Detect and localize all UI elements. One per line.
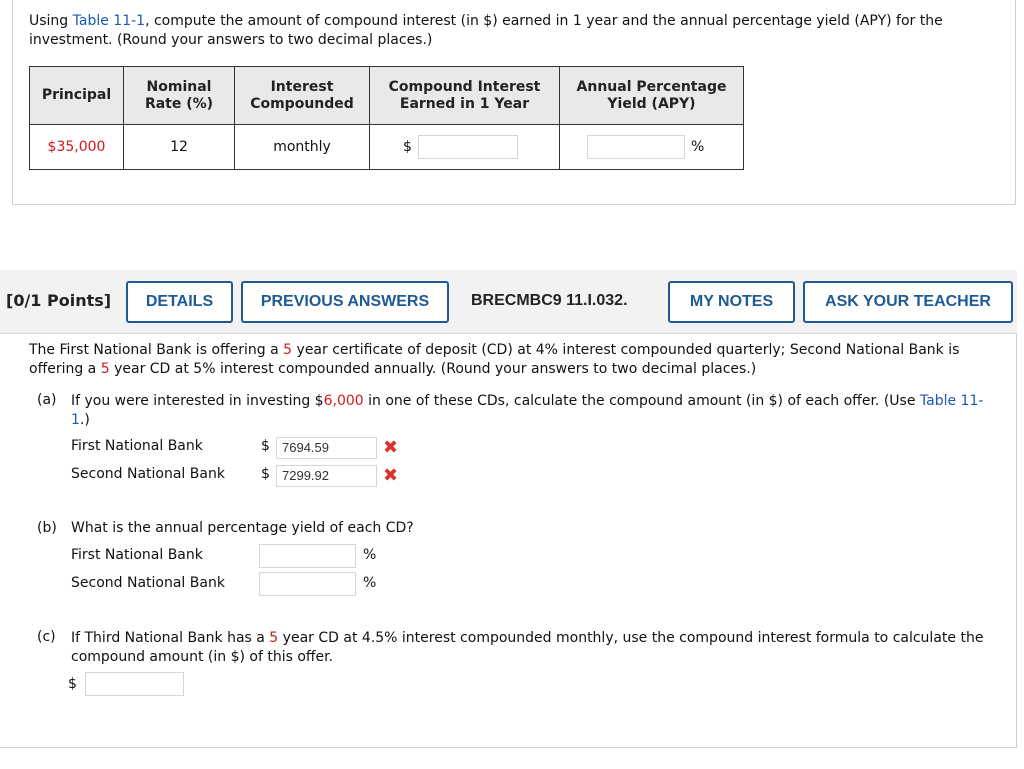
table-row [30,125,744,170]
table-header-row [30,67,744,125]
first-bank-amount-input[interactable]: 7694.59 [276,437,377,459]
previous-answers-button[interactable]: PREVIOUS ANSWERS [241,281,449,323]
part-a-text: .) [79,412,90,428]
intro-text: year certificate of deposit (CD) at 4% interest compounded quarterly; Second National Bank is offering a [29,342,960,377]
second-bank-label: Second National Bank [71,575,225,591]
part-b-label: (b) [37,520,57,536]
part-a-prompt [71,392,1001,430]
header-principal: Principal [30,67,124,125]
investment-table [29,66,744,170]
question-2-intro [29,341,1004,379]
header-nominal-rate: Nominal Rate (%) [124,67,235,125]
second-bank-amount-input[interactable]: 7299.92 [276,465,377,487]
points-score: [0/1 Points] [6,291,112,310]
my-notes-button[interactable]: MY NOTES [668,281,795,323]
part-c-prompt [71,629,1001,667]
apy-input[interactable] [587,135,685,159]
compound-interest-cell [370,125,560,170]
header-apy: Annual Percentage Yield (APY) [560,67,744,125]
details-button[interactable]: DETAILS [126,281,233,323]
dollar-sign: $ [403,139,412,155]
rate-value: 12 [124,125,235,170]
incorrect-icon: ✖ [383,465,399,486]
part-a-text: in one of these CDs, calculate the compound amount (in $) of each offer. (Use [363,393,920,409]
header-interest-compounded: Interest Compounded [235,67,370,125]
table-11-1-link[interactable]: Table 11-1 [72,13,146,29]
compounded-value: monthly [235,125,370,170]
compound-interest-input[interactable] [418,135,518,159]
percent-sign: % [363,547,377,563]
intro-text: year CD at 5% interest compounded annually. (Round your answers to two decimal places.) [109,361,757,377]
incorrect-icon: ✖ [383,437,399,458]
intro-text: The First National Bank is offering a [29,342,284,358]
part-a-text: If you were interested in investing $ [71,393,324,409]
percent-sign: % [691,139,705,155]
question-id: BRECMBC9 11.I.032. [471,292,628,309]
highlight-number: 5 [100,361,110,377]
header-compound-interest: Compound Interest Earned in 1 Year [370,67,560,125]
prompt-text: Using [29,13,73,29]
question-1-prompt [29,12,999,50]
part-c-text: year CD at 4.5% interest compounded monthly, use the compound interest formula to calculate the compound amount (in $) of this offer. [71,630,984,665]
highlight-number: 5 [283,342,293,358]
part-c-text: If Third National Bank has a [71,630,270,646]
third-bank-amount-input[interactable] [85,672,184,696]
dollar-sign: $ [68,676,77,692]
ask-your-teacher-button[interactable]: ASK YOUR TEACHER [803,281,1013,323]
first-bank-apy-input[interactable] [259,544,356,568]
highlight-number: 5 [269,630,279,646]
dollar-sign: $ [261,466,270,482]
part-a-label: (a) [37,392,57,408]
second-bank-label: Second National Bank [71,466,225,482]
apy-cell [560,125,744,170]
part-b-prompt: What is the annual percentage yield of each CD? [71,520,414,536]
highlight-amount: 6,000 [323,393,364,409]
table-11-1-link[interactable]: Table 11-1 [71,393,984,428]
part-c-label: (c) [37,629,56,645]
percent-sign: % [363,575,377,591]
first-bank-label: First National Bank [71,547,203,563]
second-bank-apy-input[interactable] [259,572,356,596]
first-bank-label: First National Bank [71,438,203,454]
dollar-sign: $ [261,438,270,454]
principal-value: $35,000 [30,125,124,170]
prompt-text: , compute the amount of compound interest (in $) earned in 1 year and the annual percentage yield (APY) for the investment. (Round your answers to two decimal places.) [29,13,943,48]
